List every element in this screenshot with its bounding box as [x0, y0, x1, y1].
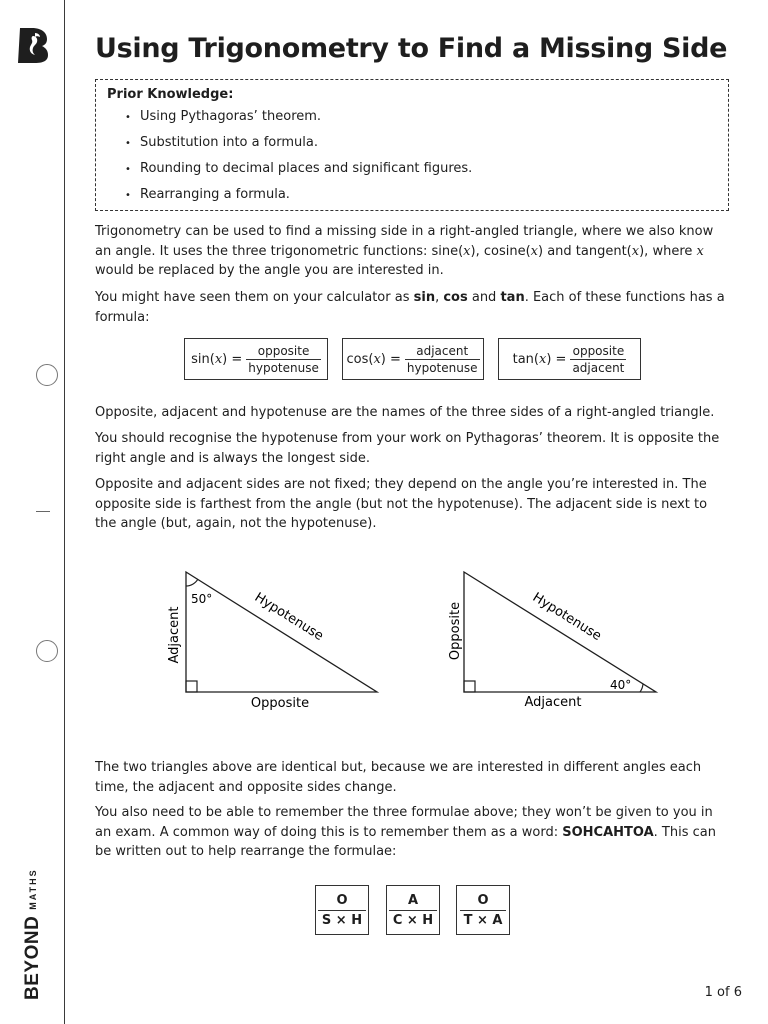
left-horizontal-label: Opposite [250, 696, 310, 711]
tangent-formula-box: tan( x ) = $\frac{\text{opposite}}{\text{adjacent}}$ [498, 338, 641, 380]
right-hypotenuse-label: Hypotenuse [529, 589, 604, 645]
prior-knowledge-box [95, 79, 729, 211]
prior-knowledge-list [125, 109, 472, 213]
fold-mark [36, 511, 50, 512]
right-horizontal-label: Adjacent [524, 695, 582, 710]
binder-hole-top [36, 364, 58, 386]
angle-arc [640, 684, 643, 692]
intro-paragraph: Trigonometry can be used to find a missing side in a right-angled triangle, where we also know an angle. It uses the three trigonometric functions: sine(x), cosine(x) and tangent(x), where x would be replaced by the angle you are interested in. [95, 224, 714, 278]
prior-knowledge-item: • Rearranging a formula. [125, 187, 472, 213]
right-angle-label: 40° [610, 678, 632, 692]
brand-subname: MATHS [28, 868, 38, 910]
fraction: $\frac{\text{opposite}}{\text{adjacent}}$ [572, 343, 625, 375]
triangle-diagrams [0, 555, 768, 715]
identical-paragraph: The two triangles above are identical but, because we are interested in different angles each time, the adjacent and opposite sides change. [95, 760, 702, 795]
left-hypotenuse-label: Hypotenuse [251, 589, 326, 645]
brand-name: BEYOND [22, 915, 43, 1000]
prior-knowledge-heading: Prior Knowledge: [107, 87, 234, 102]
fraction: $\frac{\text{opposite}}{\text{hypotenuse}}$ [248, 343, 319, 375]
cosine-formula-box: cos( x ) = $\frac{\text{adjacent}}{\text{hypotenuse}}$ [342, 338, 484, 380]
left-triangle [167, 572, 377, 711]
right-vertical-label: Opposite [448, 601, 463, 661]
page-number: 1 of 6 [704, 985, 742, 1000]
prior-knowledge-item: • Using Pythagoras’ theorem. [125, 109, 472, 135]
prior-knowledge-item: • Substitution into a formula. [125, 135, 472, 161]
page-title: Using Trigonometry to Find a Missing Side [95, 33, 728, 64]
fraction: $\frac{\text{adjacent}}{\text{hypotenuse}}$ [406, 343, 478, 375]
side-names-paragraph: Opposite, adjacent and hypotenuse are the names of the three sides of a right-angled triangle. [95, 405, 715, 420]
left-vertical-label: Adjacent [167, 606, 182, 664]
right-angle-marker [186, 681, 197, 692]
calculator-paragraph: You might have seen them on your calculator as sin, cos and tan. Each of these functions has a formula: [95, 290, 725, 325]
brand-wordmark [20, 860, 46, 1000]
beyond-logo-icon [16, 26, 50, 64]
hypotenuse-paragraph: You should recognise the hypotenuse from your work on Pythagoras’ theorem. It is opposite the right angle and is always the longest side. [95, 431, 720, 466]
soh-box: $\frac{O}{S \times H}$ [315, 885, 369, 935]
cah-box: $\frac{A}{C \times H}$ [386, 885, 440, 935]
left-angle-label: 50° [191, 592, 213, 606]
sine-formula-box: sin( x ) = $\frac{\text{opposite}}{\text{hypotenuse}}$ [184, 338, 328, 380]
right-triangle [448, 572, 656, 710]
not-fixed-paragraph: Opposite and adjacent sides are not fixed; they depend on the angle you’re interested in. The opposite side is farthest from the angle (but not the hypotenuse). The adjacent side is next to the angle (but, again, not the hypotenuse). [95, 477, 708, 531]
right-angle-marker [464, 681, 475, 692]
prior-knowledge-item: • Rounding to decimal places and significant figures. [125, 161, 472, 187]
sohcahtoa-paragraph: You also need to be able to remember the three formulae above; they won’t be given to you in an exam. A common way of doing this is to remember them as a word: SOHCAHTOA. This can be written out to help rearrange the formulae: [95, 805, 716, 859]
margin-line [64, 0, 65, 1024]
angle-arc [186, 579, 198, 586]
toa-box: $\frac{O}{T \times A}$ [456, 885, 510, 935]
